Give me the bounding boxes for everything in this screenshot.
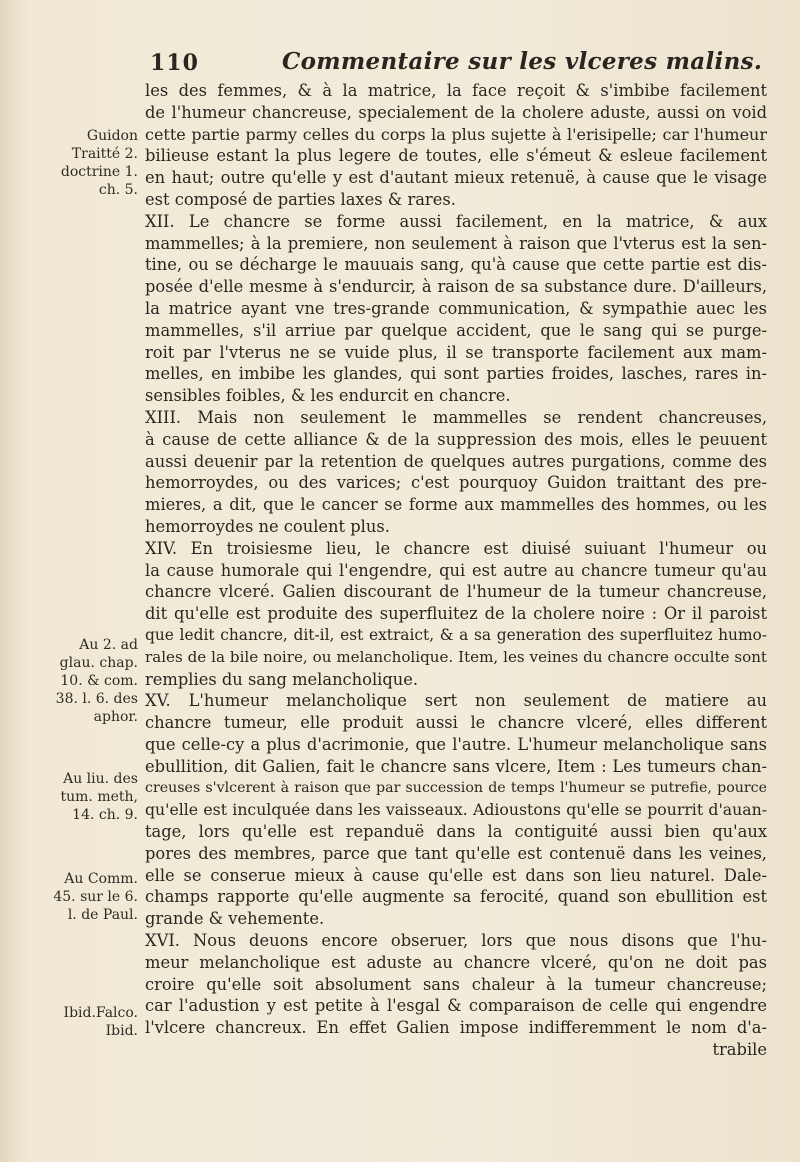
text-line: XIII. Mais non seulement le mammelles se rendent chancreuses,: [145, 407, 767, 427]
page-number: 110: [150, 50, 199, 76]
marginal-line: ch. 5.: [98, 182, 138, 198]
text-line: XII. Le chancre se forme aussi facilement, en la matrice, & aux: [145, 211, 767, 231]
text-line: grande & vehemente.: [145, 909, 325, 929]
text-line: roit par l'vterus ne se vuide plus, il se transporte facilement aux mam-: [145, 342, 767, 362]
marginal-line: 38. l. 6. des: [55, 691, 138, 707]
text-line: trabile: [712, 1040, 767, 1060]
text-line: bilieuse estant la plus legere de toutes, elle s'émeut & esleue facilement: [145, 146, 767, 166]
text-line: chancre vlceré. Galien discourant de l'humeur de la tumeur chancreuse,: [145, 582, 767, 602]
text-line: creuses s'vlcerent à raison que par succession de temps l'humeur se putrefie, pource: [145, 779, 767, 796]
marginal-line: 10. & com.: [60, 673, 138, 689]
text-line: la matrice ayant vne tres-grande communication, & sympathie auec les: [145, 298, 767, 318]
text-line: de l'humeur chancreuse, specialement de la cholere aduste, aussi on void: [145, 102, 767, 122]
text-line: XV. L'humeur melancholique sert non seulement de matiere au: [145, 691, 767, 711]
text-line: car l'adustion y est petite à l'esgal & comparaison de celle qui engendre: [145, 996, 767, 1016]
text-line: la cause humorale qui l'engendre, qui est autre au chancre tumeur qu'au: [145, 560, 767, 580]
marginal-note-galien-glaucon: [40, 636, 138, 726]
text-line: meur melancholique est aduste au chancre vlceré, qu'on ne doit pas: [145, 952, 767, 972]
marginal-note-tumeurs: [40, 770, 138, 824]
text-line: croire qu'elle soit absolument sans chaleur à la tumeur chancreuse;: [145, 974, 767, 994]
text-line: posée d'elle mesme à s'endurcir, à raison de sa substance dure. D'ailleurs,: [145, 277, 767, 297]
text-line: chancre tumeur, elle produit aussi le chancre vlceré, elles different: [145, 713, 767, 733]
text-line: l'vlcere chancreux. En effet Galien impose indifferemment le nom d'a-: [145, 1018, 767, 1038]
marginal-line: tum. meth,: [60, 789, 138, 805]
text-line: en haut; outre qu'elle y est d'autant mieux retenuë, à cause que le visage: [145, 168, 767, 188]
marginal-line: 14. ch. 9.: [72, 807, 138, 823]
marginal-line: Traitté 2.: [71, 146, 138, 162]
marginal-line: Ibid.: [105, 1023, 138, 1039]
marginal-line: Guidon: [86, 128, 138, 144]
text-line: que ledit chancre, dit-il, est extraict, & a sa generation des superfluitez humo-: [145, 625, 767, 644]
text-line: XIV. En troisiesme lieu, le chancre est diuisé suiuant l'humeur ou: [145, 538, 767, 558]
text-line: mammelles; à la premiere, non seulement à raison que l'vterus est la sen-: [145, 233, 767, 253]
marginal-line: Au Comm.: [64, 871, 138, 887]
marginal-line: glau. chap.: [59, 655, 138, 671]
text-line: remplies du sang melancholique.: [145, 669, 419, 689]
marginal-line: Au liu. des: [63, 771, 138, 787]
text-line: dit qu'elle est produite des superfluitez de la cholere noire : Or il paroist: [145, 604, 767, 624]
text-line: mieres, a dit, que le cancer se forme aux mammelles des hommes, ou les: [145, 495, 767, 515]
text-line: rales de la bile noire, ou melancholique. Item, les veines du chancre occulte sont: [145, 647, 767, 666]
text-line: les des femmes, & à la matrice, la face reçoit & s'imbibe facilement: [145, 81, 767, 100]
text-line: elle se conserue mieux à cause qu'elle est dans son lieu naturel. Dale-: [145, 865, 767, 885]
text-line: pores des membres, parce que tant qu'elle est contenuë dans les veines,: [145, 843, 767, 863]
marginal-line: Ibid.Falco.: [63, 1005, 138, 1021]
text-line: à cause de cette alliance & de la suppression des mois, elles le peuuent: [145, 429, 767, 449]
text-line: est composé de parties laxes & rares.: [145, 189, 456, 209]
text-line: cette partie parmy celles du corps la plus sujette à l'erisipelle; car l'humeur: [145, 124, 767, 144]
body-text: [145, 80, 767, 1061]
marginal-line: l. de Paul.: [67, 907, 138, 923]
text-line: mammelles, s'il arriue par quelque accident, que le sang qui se purge-: [145, 320, 767, 340]
marginal-note-commentaire-paul: [40, 870, 138, 924]
running-title: Commentaire sur les vlceres malins.: [282, 48, 763, 75]
text-line: hemorroydes, ou des varices; c'est pourquoy Guidon traittant des pre-: [145, 473, 767, 493]
text-line: ebullition, dit Galien, fait le chancre sans vlcere, Item : Les tumeurs chan-: [145, 756, 767, 776]
text-line: tine, ou se décharge le mauuais sang, qu'à cause que cette partie est dis-: [145, 255, 767, 275]
marginal-line: doctrine 1.: [60, 164, 138, 180]
page-header: [130, 46, 770, 82]
text-line: hemorroydes ne coulent plus.: [145, 516, 390, 536]
marginal-line: 45. sur le 6.: [53, 889, 138, 905]
marginal-note-ibid: [40, 1004, 138, 1040]
marginal-line: aphor.: [93, 709, 138, 725]
text-line: melles, en imbibe les glandes, qui sont parties froides, lasches, rares in-: [145, 364, 767, 384]
text-line: que celle-cy a plus d'acrimonie, que l'autre. L'humeur melancholique sans: [145, 734, 767, 754]
text-line: champs rapporte qu'elle augmente sa ferocité, quand son ebullition est: [145, 887, 767, 907]
text-line: tage, lors qu'elle est repanduë dans la contiguité aussi bien qu'aux: [145, 822, 767, 842]
marginal-note-guidon: [40, 127, 138, 199]
marginal-line: Au 2. ad: [79, 637, 138, 653]
text-line: XVI. Nous deuons encore obseruer, lors que nous disons que l'hu-: [145, 931, 767, 951]
text-line: sensibles foibles, & les endurcit en chancre.: [145, 386, 511, 406]
text-line: qu'elle est inculquée dans les vaisseaux. Adioustons qu'elle se pourrit d'auan-: [145, 800, 767, 820]
text-line: aussi deuenir par la retention de quelques autres purgations, comme des: [145, 451, 767, 471]
